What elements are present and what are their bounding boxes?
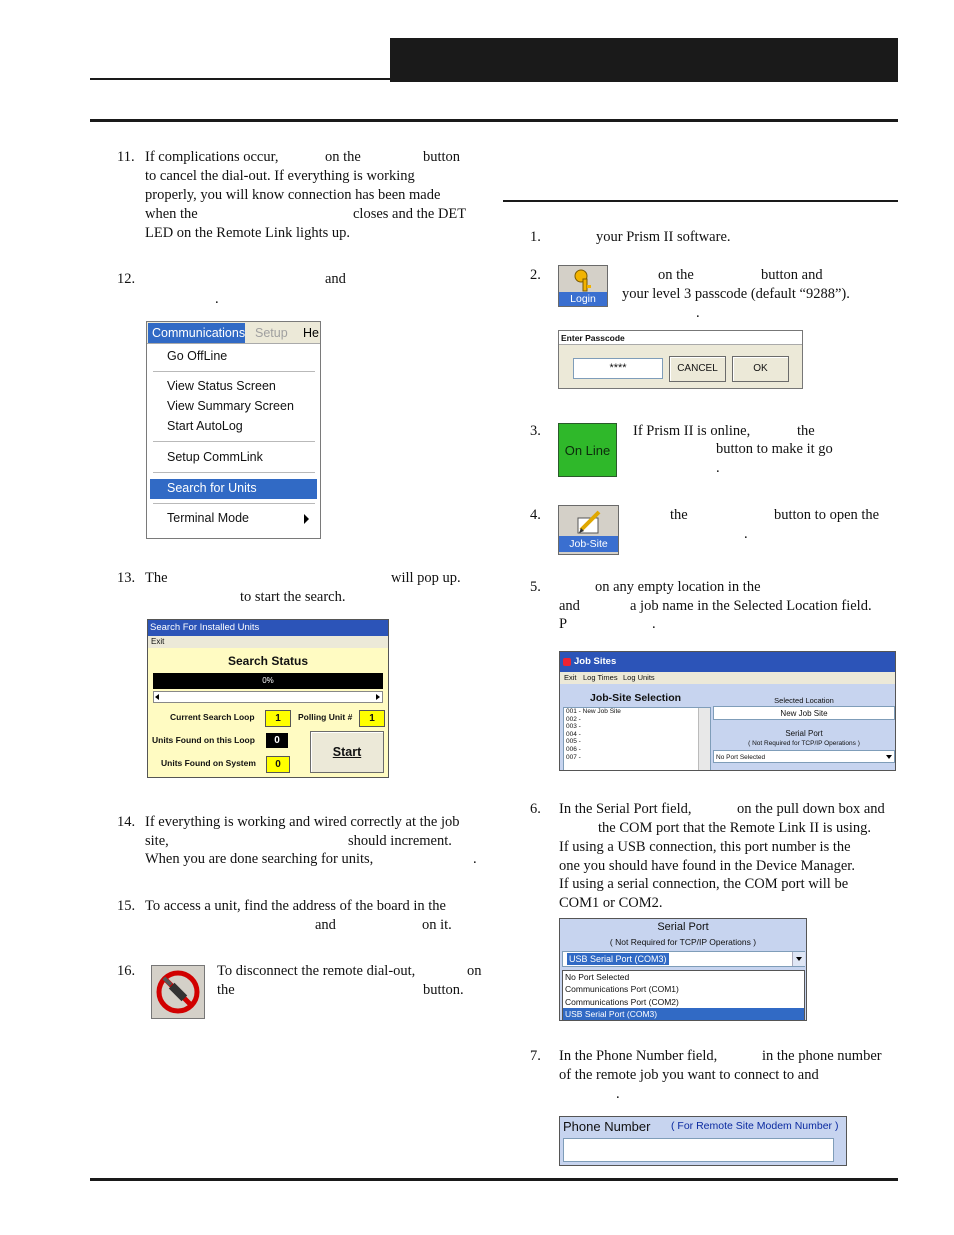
step-6-text: If using a USB connection, this port number is the: [559, 839, 851, 855]
step-4-text: .: [744, 526, 748, 542]
dropdown-button[interactable]: [792, 952, 805, 966]
current-search-loop-label: Current Search Loop: [170, 712, 255, 722]
submenu-arrow-icon: [304, 514, 309, 524]
menu-separator: [153, 441, 315, 442]
serial-port-select[interactable]: No Port Selected: [713, 750, 895, 763]
step-13-text: will pop up.: [391, 570, 461, 586]
job-sites-menu-log-times[interactable]: Log Times: [583, 673, 618, 682]
search-window-title: Search For Installed Units: [148, 620, 388, 636]
step-5-number: 5.: [530, 579, 541, 595]
units-found-loop-value: 0: [266, 733, 288, 748]
step-1-text: your Prism II software.: [596, 229, 731, 245]
current-search-loop-value: 1: [265, 710, 291, 727]
step-6-text: on the pull down box and: [737, 801, 885, 817]
list-item[interactable]: 003 -: [566, 723, 581, 731]
step-6-text: In the Serial Port field,: [559, 801, 692, 817]
step-14-text: .: [473, 851, 477, 867]
job-sites-menu-log-units[interactable]: Log Units: [623, 673, 655, 682]
communications-menu: [146, 321, 321, 539]
login-button[interactable]: [558, 265, 608, 307]
step-3-text: If Prism II is online,: [633, 423, 751, 439]
step-13-text: to start the search.: [240, 589, 346, 605]
step-11-text: If complications occur,: [145, 149, 279, 165]
list-item[interactable]: 005 -: [566, 738, 581, 746]
step-12-text: .: [215, 291, 219, 307]
search-progress-bar: 0%: [153, 673, 383, 689]
step-15-text: To access a unit, find the address of the board in the: [145, 898, 446, 914]
serial-option-com1[interactable]: Communications Port (COM1): [565, 984, 679, 995]
step-2-text: .: [696, 305, 700, 321]
job-site-list[interactable]: [563, 707, 711, 771]
polling-unit-label: Polling Unit #: [298, 712, 353, 722]
search-window-menu-exit[interactable]: Exit: [148, 636, 388, 648]
serial-port-options[interactable]: [562, 970, 805, 1020]
menu-item-setup-commlink[interactable]: Setup CommLink: [167, 450, 263, 464]
scroll-left-icon[interactable]: [155, 694, 159, 700]
step-7-text: of the remote job you want to connect to and: [559, 1067, 819, 1083]
header-bar: [390, 38, 898, 82]
menu-tab-setup[interactable]: Setup: [255, 326, 288, 340]
step-1-number: 1.: [530, 229, 541, 245]
menu-item-start-autolog[interactable]: Start AutoLog: [167, 419, 243, 433]
step-11-text: properly, you will know connection has been made: [145, 187, 441, 203]
serial-port-panel-label: Serial Port: [657, 921, 709, 933]
passcode-cancel-button[interactable]: CANCEL: [669, 356, 726, 382]
phone-number-input[interactable]: [563, 1138, 834, 1162]
phone-number-label: Phone Number: [563, 1119, 651, 1134]
step-6-number: 6.: [530, 801, 541, 817]
list-item[interactable]: 001 - New Job Site: [566, 708, 621, 715]
step-15-number: 15.: [117, 898, 136, 914]
step-3-text: button to make it go: [716, 441, 833, 457]
step-2-text: your level 3 passcode (default “9288”).: [622, 286, 850, 302]
search-units-window: [147, 619, 389, 778]
job-sites-menu-bar: [560, 672, 895, 684]
job-sites-window: [559, 651, 896, 771]
step-3-text: the: [797, 423, 815, 439]
step-13-number: 13.: [117, 570, 136, 586]
units-found-loop-label: Units Found on this Loop: [152, 735, 255, 745]
step-7-text: In the Phone Number field,: [559, 1048, 718, 1064]
step-4-text: the: [670, 507, 688, 523]
step-16-text: on: [467, 963, 482, 979]
step-5-text: P: [559, 616, 568, 632]
phone-number-panel: [559, 1116, 847, 1166]
chevron-down-icon: [796, 957, 802, 961]
serial-option-com2[interactable]: Communications Port (COM2): [565, 996, 679, 1007]
serial-option-com3[interactable]: USB Serial Port (COM3): [563, 1008, 804, 1020]
bottom-rule: [90, 1178, 898, 1181]
step-14-text: If everything is working and wired correctly at the job: [145, 814, 460, 830]
login-key-icon: [573, 268, 595, 292]
step-16-number: 16.: [117, 963, 136, 979]
step-12-text: and: [325, 271, 346, 287]
phone-number-note: ( For Remote Site Modem Number ): [671, 1120, 839, 1132]
step-6-text: one you should have found in the Device Manager.: [559, 858, 855, 874]
job-sites-menu-exit[interactable]: Exit: [564, 673, 577, 682]
step-16-text: the: [217, 982, 235, 998]
passcode-dialog-title: Enter Passcode: [559, 331, 802, 345]
step-16-text: button.: [423, 982, 464, 998]
step-12-number: 12.: [117, 271, 136, 287]
job-site-pencil-icon: [575, 508, 603, 536]
step-11-text: button: [423, 149, 461, 165]
units-found-system-label: Units Found on System: [161, 758, 256, 768]
step-3-text: .: [716, 460, 720, 476]
menu-item-go-offline[interactable]: Go OffLine: [167, 349, 228, 363]
step-7-text: in the phone number: [762, 1048, 882, 1064]
menu-item-view-summary-screen[interactable]: View Summary Screen: [167, 399, 294, 413]
step-14-text: site,: [145, 833, 169, 849]
step-2-text: on the: [658, 267, 694, 283]
chevron-down-icon[interactable]: [886, 755, 892, 759]
units-found-system-value: 0: [266, 756, 290, 773]
step-16-text: To disconnect the remote dial-out,: [217, 963, 416, 979]
serial-port-panel-note: ( Not Required for TCP/IP Operations ): [609, 937, 757, 947]
disconnect-icon[interactable]: [151, 965, 205, 1019]
menu-tab-help[interactable]: He: [303, 326, 319, 340]
start-search-button[interactable]: Start: [310, 731, 384, 773]
serial-port-label: Serial Port: [785, 729, 823, 738]
scroll-right-icon[interactable]: [376, 694, 380, 700]
step-3-number: 3.: [530, 423, 541, 439]
job-sites-title: Job Sites: [560, 652, 895, 672]
list-item[interactable]: 006 -: [566, 745, 581, 753]
step-5-text: a job name in the Selected Location field.: [630, 598, 872, 614]
selected-location-label: Selected Location: [774, 696, 834, 705]
step-6-text: If using a serial connection, the COM port will be: [559, 876, 849, 892]
menu-item-view-status-screen[interactable]: View Status Screen: [167, 379, 276, 393]
step-11-text: LED on the Remote Link lights up.: [145, 225, 350, 241]
online-button[interactable]: On Line: [558, 423, 617, 477]
search-scrollbar[interactable]: [153, 691, 383, 703]
step-2-text: button and: [761, 267, 823, 283]
list-item[interactable]: 007 -: [566, 753, 581, 761]
passcode-ok-button[interactable]: OK: [732, 356, 789, 382]
step-4-text: button to open the: [774, 507, 880, 523]
login-label: Login: [559, 292, 607, 306]
step-15-text: and: [315, 917, 336, 933]
job-sites-app-icon: [563, 658, 571, 666]
step-14-text: should increment.: [348, 833, 452, 849]
step-6-text: COM1 or COM2.: [559, 895, 663, 911]
menu-item-terminal-mode[interactable]: Terminal Mode: [167, 511, 249, 525]
selected-location-input[interactable]: New Job Site: [713, 706, 895, 720]
step-7-number: 7.: [530, 1048, 541, 1064]
serial-option-none[interactable]: No Port Selected: [565, 972, 630, 982]
top-rule: [90, 119, 898, 122]
serial-port-note: ( Not Required for TCP/IP Operations ): [748, 740, 860, 747]
section-rule: [503, 200, 898, 202]
serial-port-dropdown[interactable]: [562, 951, 805, 967]
job-site-label: Job-Site: [559, 536, 618, 552]
menu-separator: [153, 503, 315, 504]
list-item[interactable]: 002 -: [566, 715, 581, 723]
step-11-number: 11.: [117, 149, 135, 165]
step-11-text: on the: [325, 149, 361, 165]
step-4-number: 4.: [530, 507, 541, 523]
step-13-text: The: [145, 570, 168, 586]
list-item[interactable]: 004 -: [566, 730, 581, 738]
step-15-text: on it.: [422, 917, 452, 933]
step-6-text: the COM port that the Remote Link II is using.: [598, 820, 872, 836]
job-site-list-scrollbar[interactable]: [698, 708, 710, 770]
serial-port-dropdown-value: USB Serial Port (COM3): [569, 954, 667, 964]
step-5-text: and: [559, 598, 580, 614]
step-7-text: .: [616, 1086, 620, 1102]
job-site-selection-heading: Job-Site Selection: [590, 692, 682, 704]
step-5-text: on any empty location in the: [595, 579, 761, 595]
polling-unit-value: 1: [359, 710, 385, 727]
step-11-text: when the: [145, 206, 198, 222]
menu-separator: [153, 472, 315, 473]
step-14-text: When you are done searching for units,: [145, 851, 374, 867]
step-11-text: closes and the DET: [353, 206, 467, 222]
menu-separator: [153, 371, 315, 372]
step-11-text: to cancel the dial-out. If everything is working: [145, 168, 415, 184]
search-status-heading: Search Status: [227, 654, 309, 668]
step-5-text: .: [652, 616, 656, 632]
job-site-button[interactable]: [558, 505, 619, 555]
menu-item-search-for-units[interactable]: Search for Units: [167, 481, 257, 495]
passcode-input[interactable]: ****: [573, 358, 663, 379]
step-2-number: 2.: [530, 267, 541, 283]
passcode-dialog: [558, 330, 803, 389]
disconnect-plug-icon: [152, 966, 204, 1018]
menu-tab-communications[interactable]: Communications: [148, 323, 245, 343]
step-14-number: 14.: [117, 814, 136, 830]
serial-port-panel: [559, 918, 807, 1021]
header-rule: [90, 78, 390, 80]
